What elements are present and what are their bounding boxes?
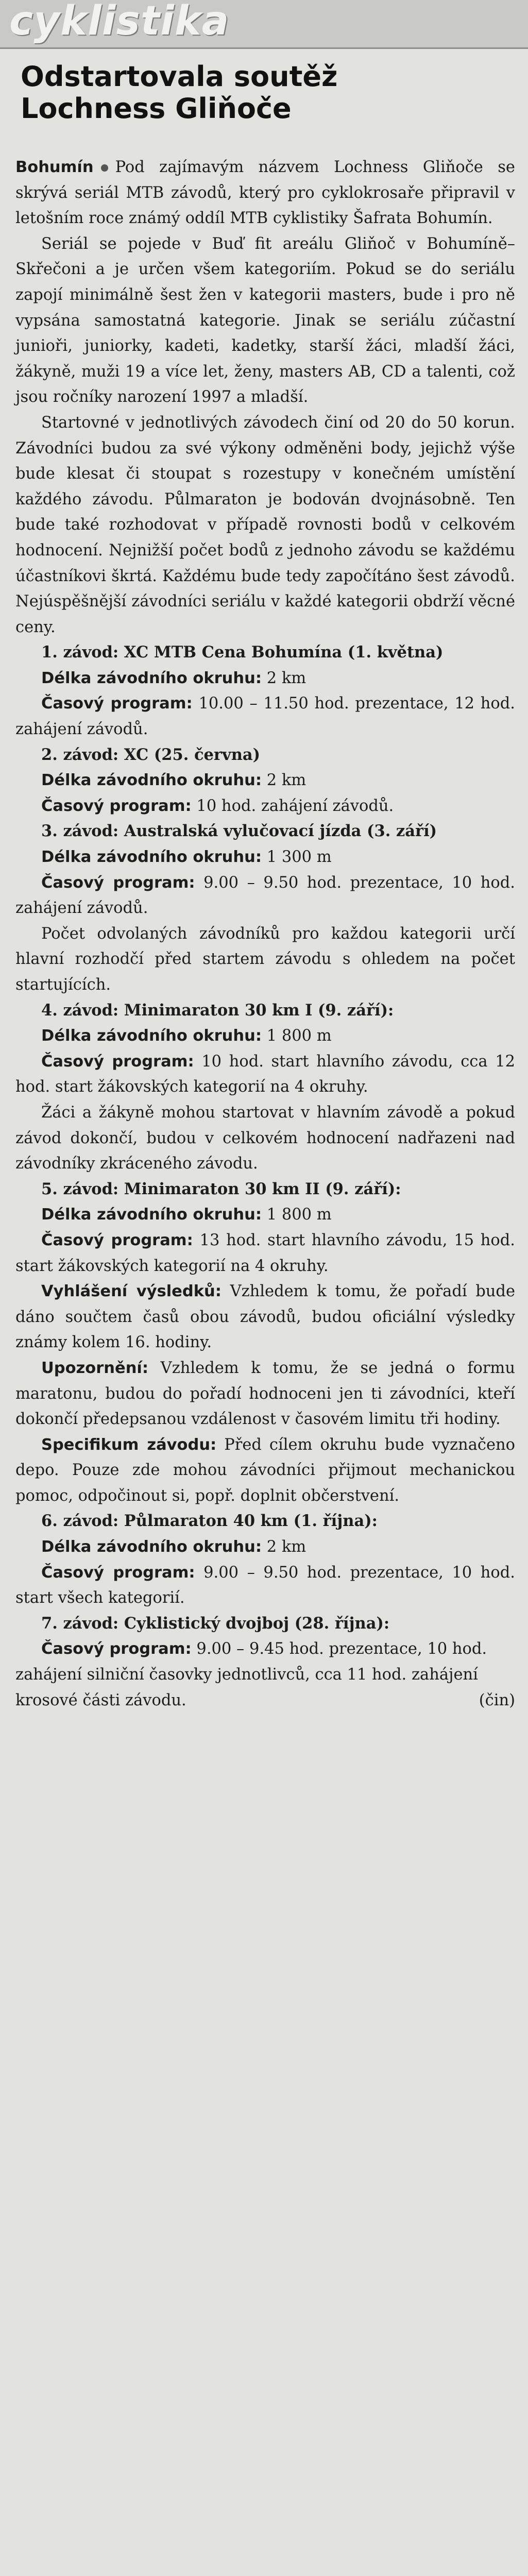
specifics-label: Specifikum závodu: xyxy=(41,1435,217,1454)
race-3-program xyxy=(15,870,515,921)
race-5-length-label: Délka závodního okruhu: xyxy=(41,1206,262,1224)
race-4-program-value: 10 hod. start hlavního závodu, cca 12 hod. start žákovských kategorií na 4 okruhy. xyxy=(15,1052,516,1096)
race-4-program-label: Časový program: xyxy=(41,1052,194,1071)
results-label: Vyhlášení výsledků: xyxy=(41,1282,222,1301)
race-1-length xyxy=(15,666,515,691)
bullet-separator-icon xyxy=(101,164,108,172)
race-5-title: 5. závod: Minimaraton 30 km II (9. září): xyxy=(41,1179,401,1198)
race-4-note: Žáci a žákyně mohou startovat v hlavním závodě a pokud závod dokončí, budou v celkovém hodnocení nadřazeni nad závodníky zkráceného závodu. xyxy=(15,1103,515,1173)
race-3-program-label: Časový program: xyxy=(41,873,195,892)
race-2-title: 2. závod: XC (25. června) xyxy=(41,745,261,764)
race-5-program xyxy=(15,1228,515,1279)
paragraph-series: Seriál se pojede v Buď fit areálu Gliňoč v Bohumíně–Skřečoni a je určen všem kategoriím. Pokud se do seriálu zapojí minimálně šest žen v kategorii masters, bude i pro ně vypsána samostatná kategorie. Jinak se seriálu zúčastní junioři, juniorky, kadeti, kadetky, starší žáci, mladší žáci, žákyně, muži 19 a více let, ženy, masters AB, CD a talenti, což jsou ročníky narození 1997 a mladší. xyxy=(15,234,515,406)
race-1-program xyxy=(15,691,515,742)
race-1-length-value: 2 km xyxy=(266,669,306,687)
race-2-program xyxy=(15,793,515,819)
race-6-length-value: 2 km xyxy=(266,1538,306,1556)
race-3-title: 3. závod: Australská vylučovací jízda (3. září) xyxy=(41,822,437,841)
race-5-length xyxy=(15,1202,515,1228)
paragraph-scoring: Startovné v jednotlivých závodech činí od 20 do 50 korun. Závodníci budou za své výkony odměněni body, jejichž výše bude klesat či stoupat s rozestupy v konečném umístění každého závodu. Půlmaraton je bodován dvojnásobně. Ten bude také rozhodovat v případě rovnosti bodů v celkovém hodnocení. Nejnižší počet bodů z jednoho závodu se každému účastníkovi škrtá. Každému bude tedy započítáno šest závodů. Nejúspěšnější závodníci seriálu v každé kategorii obdrží věcné ceny. xyxy=(15,413,515,636)
race-5-program-value: 13 hod. start hlavního závodu, 15 hod. start žákovských kategorií na 4 okruhy. xyxy=(15,1231,515,1275)
race-4-length xyxy=(15,1023,515,1049)
race-7-title: 7. závod: Cyklistický dvojboj (28. října): xyxy=(41,1614,390,1633)
article-headline xyxy=(21,61,515,125)
race-6-program xyxy=(15,1560,515,1611)
race-2-length-label: Délka závodního okruhu: xyxy=(41,771,262,790)
dateline: Bohumín xyxy=(15,158,94,176)
race-2-length xyxy=(15,768,515,793)
results-text: Vzhledem k tomu, že pořadí bude dáno součtem časů obou závodů, budou oficiální výsledky známy kolem 16. hodiny. xyxy=(15,1282,515,1352)
race-7-program xyxy=(15,1636,515,1713)
race-4-length-label: Délka závodního okruhu: xyxy=(41,1027,262,1045)
race-4-length-value: 1 800 m xyxy=(266,1027,332,1045)
race-4-title: 4. závod: Minimaraton 30 km I (9. září): xyxy=(41,1001,394,1020)
lead-paragraph xyxy=(15,155,515,231)
race-2-program-label: Časový program: xyxy=(41,796,192,815)
race-5-program-label: Časový program: xyxy=(41,1231,193,1249)
race-3-program-value: 9.00 – 9.50 hod. prezentace, 10 hod. zahájení závodů. xyxy=(15,873,515,918)
race-1-title: 1. závod: XC MTB Cena Bohumína (1. května) xyxy=(41,643,444,662)
author-signature: (čin) xyxy=(479,1691,515,1709)
headline-line-2: Lochness Gliňoče xyxy=(21,92,292,125)
race-6-program-value: 9.00 – 9.50 hod. prezentace, 10 hod. start všech kategorií. xyxy=(15,1563,515,1607)
race-4-program xyxy=(15,1049,515,1100)
race-7-program-label: Časový program: xyxy=(41,1640,192,1658)
specifics-text: Před cílem okruhu bude vyznačeno depo. Pouze zde mohou závodníci přijmout mechanickou pomoc, odpočinout si, popř. doplnit občerstvení. xyxy=(15,1435,516,1505)
race-6-length xyxy=(15,1534,515,1560)
race-6-length-label: Délka závodního okruhu: xyxy=(41,1538,262,1556)
race-5-length-value: 1 800 m xyxy=(266,1206,332,1224)
race-3-note: Počet odvolaných závodníků pro každou kategorii určí hlavní rozhodčí před startem závodu s ohledem na počet startujících. xyxy=(15,924,515,994)
section-rubric xyxy=(0,0,528,49)
article-body xyxy=(15,155,515,1713)
warning-label: Upozornění: xyxy=(41,1359,149,1377)
race-3-length xyxy=(15,844,515,870)
race-7-program-value: 9.00 – 9.45 hod. prezentace, 10 hod. zahájení silniční časovky jednotlivců, cca 11 hod. zahájení krosové části závodu. xyxy=(15,1640,487,1709)
results-paragraph xyxy=(15,1279,515,1355)
race-1-program-value: 10.00 – 11.50 hod. prezentace, 12 hod. zahájení závodů. xyxy=(15,694,516,739)
race-3-length-label: Délka závodního okruhu: xyxy=(41,848,262,867)
race-2-program-value: 10 hod. zahájení závodů. xyxy=(196,796,394,815)
race-6-program-label: Časový program: xyxy=(41,1563,195,1582)
warning-paragraph xyxy=(15,1355,515,1432)
lead-text: Pod zajímavým názvem Lochness Gliňoče se skrývá seriál MTB závodů, který pro cyklokrosaře připravil v letošním roce známý oddíl MTB cyklistiky Šafrata Bohumín. xyxy=(15,158,515,228)
race-1-length-label: Délka závodního okruhu: xyxy=(41,669,262,687)
rubric-label: cyklistika xyxy=(9,0,230,44)
race-6-title: 6. závod: Půlmaraton 40 km (1. října): xyxy=(41,1512,378,1531)
race-3-length-value: 1 300 m xyxy=(266,848,332,867)
warning-text: Vzhledem k tomu, že se jedná o formu maratonu, budou do pořadí hodnoceni jen ti závodníci, kteří dokončí předepsanou vzdálenost v časovém limitu tři hodiny. xyxy=(15,1359,515,1429)
headline-line-1: Odstartovala soutěž xyxy=(21,60,338,93)
race-1-program-label: Časový program: xyxy=(41,694,193,713)
race-2-length-value: 2 km xyxy=(266,771,306,790)
specifics-paragraph xyxy=(15,1432,515,1509)
